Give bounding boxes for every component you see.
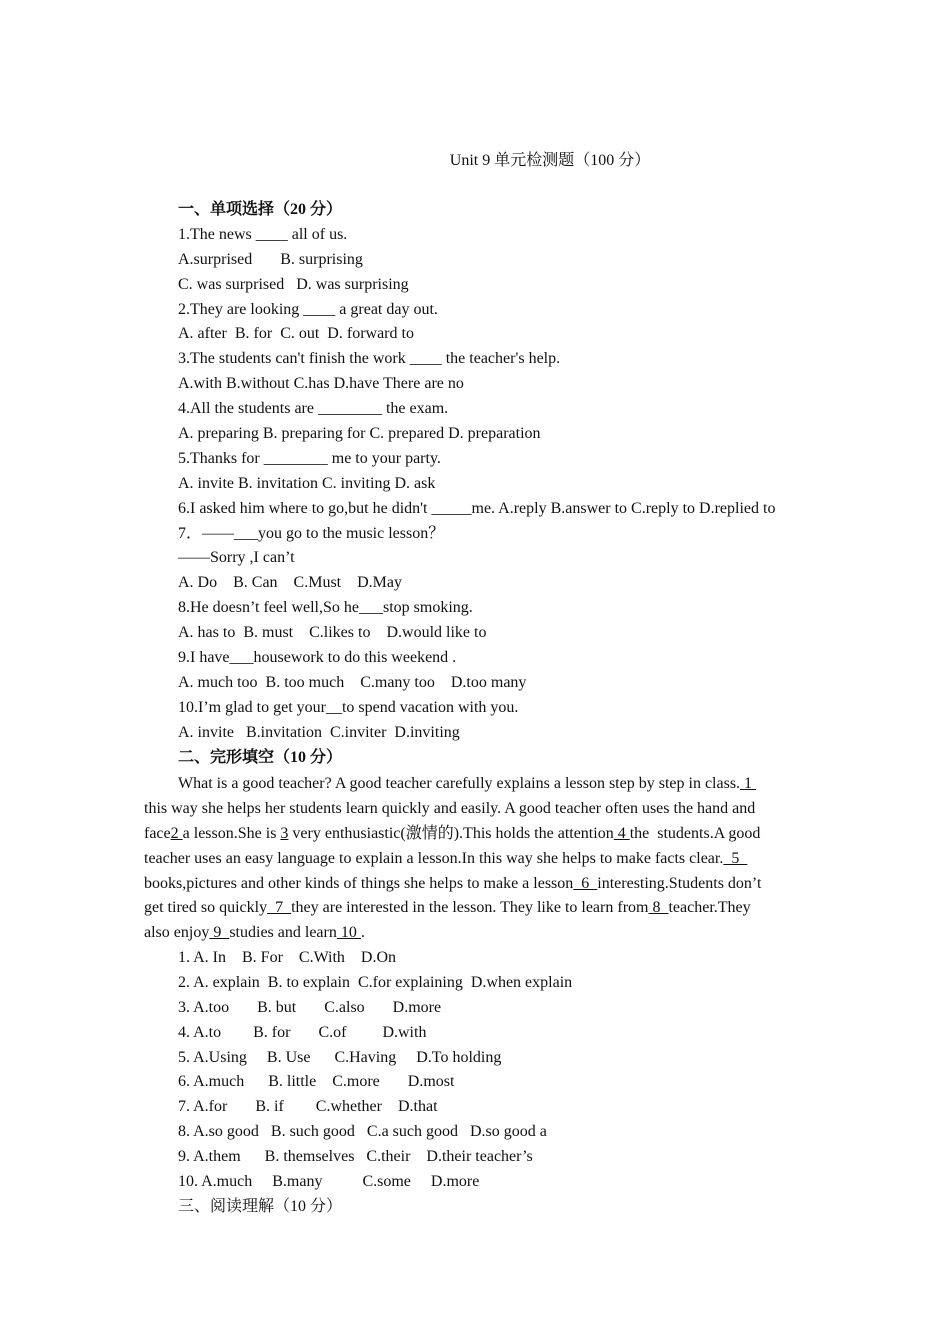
passage-text: studies and learn (229, 924, 337, 942)
blank-2: 2 (170, 824, 183, 842)
question-line: 2.They are looking ____ a great day out. (178, 300, 438, 318)
passage-line (144, 797, 804, 822)
question-line: 10.I’m glad to get your__to spend vacation with you. (178, 698, 519, 716)
option-line: 3. A.too B. but C.also D.more (178, 998, 442, 1016)
question-line: 1.The news ____ all of us. (178, 225, 348, 243)
passage-text: interesting.Students don’t (597, 874, 762, 892)
option-line: A. after B. for C. out D. forward to (178, 325, 414, 343)
option-line: 2. A. explain B. to explain C.for explaining D.when explain (178, 973, 573, 991)
blank-3: 3 (280, 824, 289, 842)
section-2-heading: 二、完形填空（10 分） (178, 748, 343, 766)
passage-text: they are interested in the lesson. They like to learn from (291, 899, 649, 917)
passage-text: What is a good teacher? A good teacher carefully explains a lesson step by step in class. (178, 775, 741, 792)
question-line: 4.All the students are ________ the exam. (178, 400, 449, 418)
passage-text: this way she helps her students learn quickly and easily. A good teacher often uses the hand and (144, 799, 756, 817)
passage-line (144, 772, 804, 797)
question-line: 3.The students can't finish the work ____ the teacher's help. (178, 350, 561, 368)
cloze-options (178, 946, 818, 1220)
blank-1: 1 (740, 775, 757, 792)
question-line: 8.He doesn’t feel well,So he___stop smoking. (178, 599, 473, 617)
option-line: A. has to B. must C.likes to D.would like to (178, 624, 487, 642)
passage-text: teacher.They (668, 899, 751, 917)
blank-4: 4 (613, 824, 630, 842)
option-line: A. Do B. Can C.Must D.May (178, 574, 403, 592)
option-line: 8. A.so good B. such good C.a such good D.so good a (178, 1123, 547, 1141)
blank-6: 6 (573, 874, 598, 892)
option-line: 10. A.much B.many C.some D.more (178, 1173, 480, 1191)
option-line: 4. A.to B. for C.of D.with (178, 1023, 427, 1041)
option-line: A. invite B.invitation C.inviter D.inviting (178, 723, 460, 741)
passage-line (144, 847, 804, 872)
section-1-heading: 一、单项选择（20 分） (178, 201, 343, 218)
section-1-single-choice (178, 198, 818, 770)
passage-line (144, 896, 804, 921)
option-line: A.with B.without C.has D.have There are no (178, 375, 464, 393)
blank-5: 5 (723, 849, 748, 867)
question-line: 7．——___you go to the music lesson？ (178, 524, 445, 542)
cloze-passage (144, 772, 804, 946)
passage-text: . (360, 924, 365, 942)
section-3-heading: 三、阅读理解（10 分） (178, 1197, 343, 1215)
question-line: 5.Thanks for ________ me to your party. (178, 449, 441, 467)
option-line: A.surprised B. surprising (178, 250, 363, 268)
question-line: ——Sorry ,I can’t (178, 549, 295, 567)
passage-line (144, 921, 804, 946)
question-line: 6.I asked him where to go,but he didn't _____me. A.reply B.answer to C.reply to D.replied to (178, 499, 776, 517)
passage-text: a lesson.She is (182, 824, 281, 842)
question-line: 9.I have___housework to do this weekend . (178, 649, 457, 667)
passage-line (144, 872, 804, 897)
blank-8: 8 (648, 899, 669, 917)
option-line: 1. A. In B. For C.With D.On (178, 949, 397, 966)
blank-9: 9 (209, 924, 230, 942)
passage-text: face (144, 824, 171, 842)
blank-10: 10 (336, 924, 361, 942)
passage-text: books,pictures and other kinds of things she helps to make a lesson (144, 874, 574, 892)
option-line: 5. A.Using B. Use C.Having D.To holding (178, 1048, 502, 1066)
passage-text: also enjoy (144, 924, 210, 942)
option-line: 6. A.much B. little C.more D.most (178, 1073, 455, 1091)
option-line: C. was surprised D. was surprising (178, 275, 409, 293)
passage-text: very enthusiastic(激情的).This holds the attention (288, 824, 614, 842)
option-line: A. much too B. too much C.many too D.too many (178, 673, 527, 691)
blank-7: 7 (267, 899, 292, 917)
option-line: A. invite B. invitation C. inviting D. ask (178, 474, 436, 492)
passage-text: get tired so quickly (144, 899, 268, 917)
option-line: A. preparing B. preparing for C. prepared D. preparation (178, 425, 541, 443)
passage-line (144, 822, 804, 847)
option-line: 7. A.for B. if C.whether D.that (178, 1098, 438, 1116)
passage-text: teacher uses an easy language to explain a lesson.In this way she helps to make facts clear. (144, 849, 724, 867)
document-title: Unit 9 单元检测题（100 分） (449, 152, 651, 169)
passage-text: the students.A good (629, 824, 761, 842)
option-line: 9. A.them B. themselves C.their D.their teacher’s (178, 1148, 533, 1166)
